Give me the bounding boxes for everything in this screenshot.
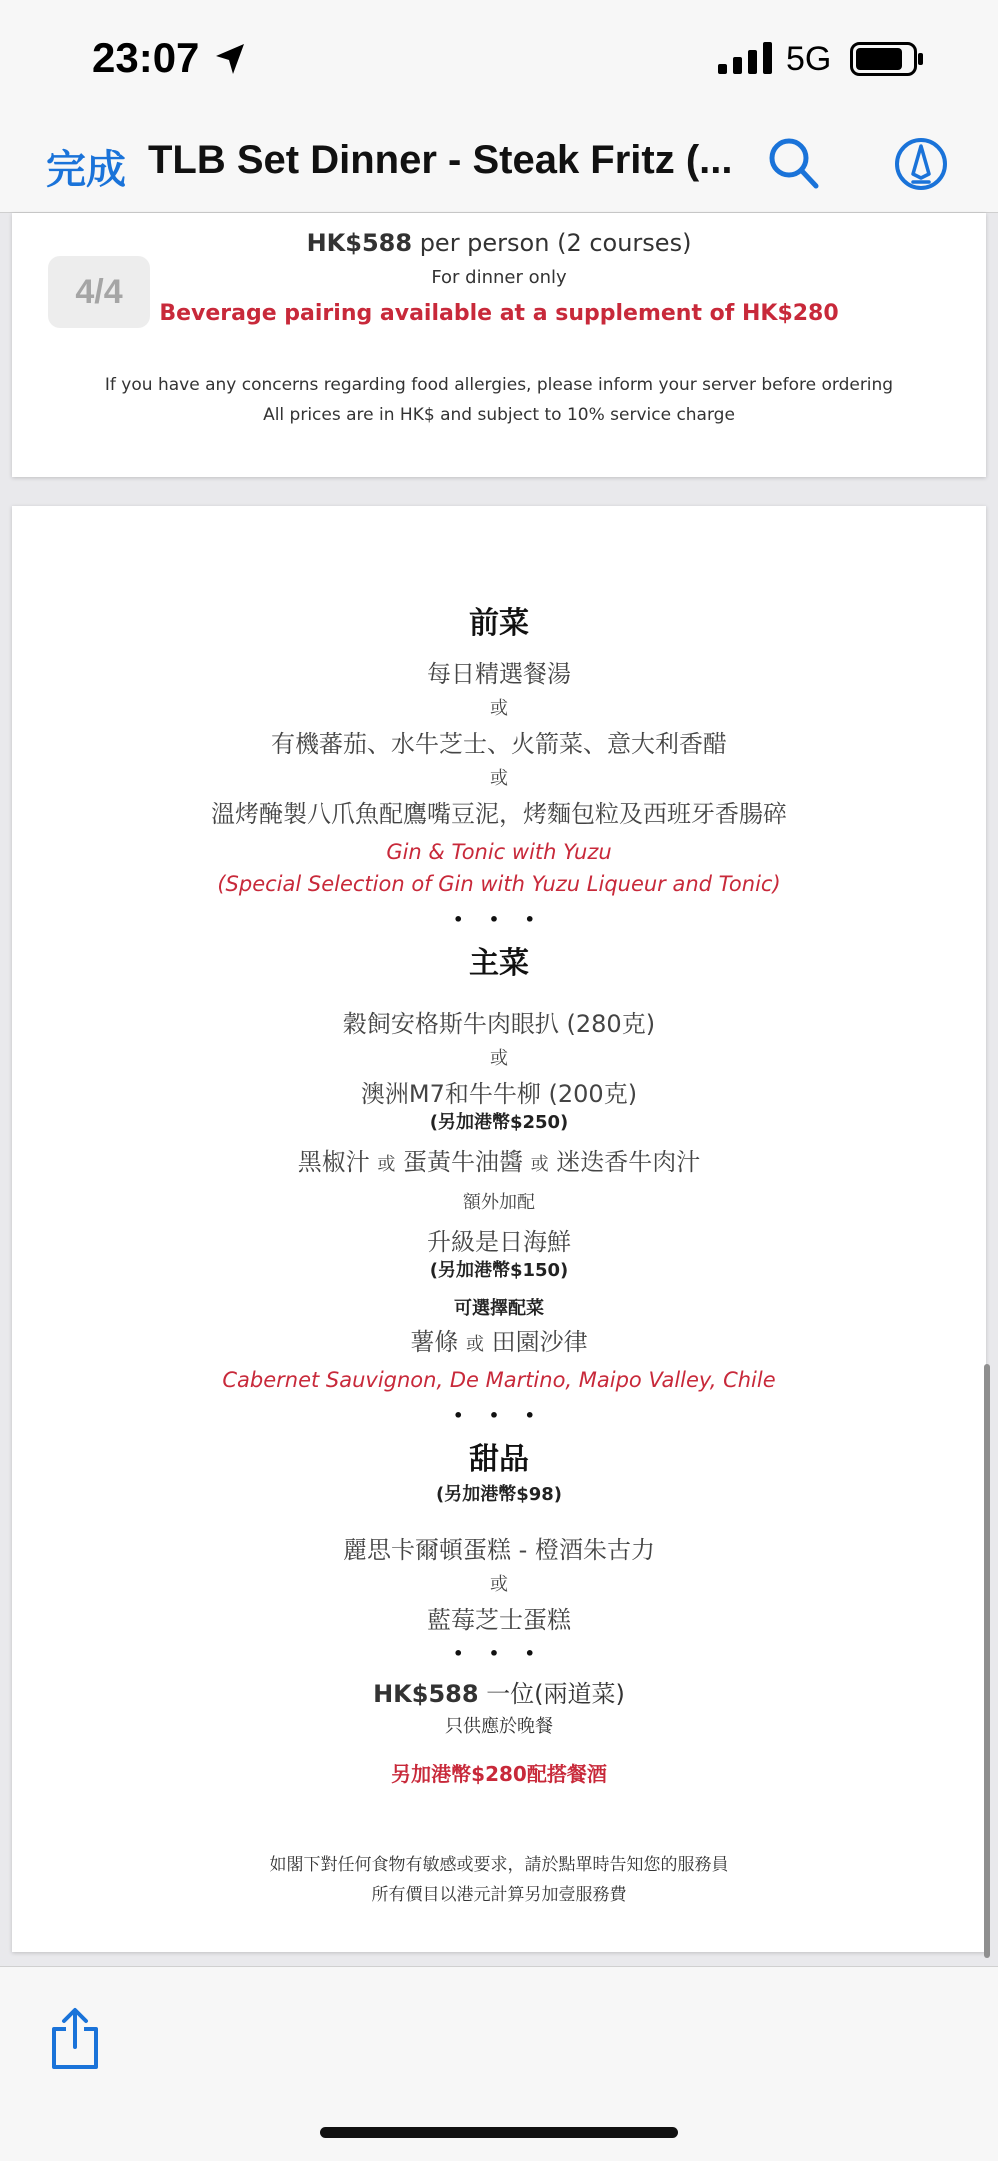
price-line	[12, 229, 986, 257]
menu-item: 溫烤醃製八爪魚配鷹嘴豆泥，烤麵包粒及西班牙香腸碎	[211, 800, 787, 828]
beverage-pairing-note: Beverage pairing available at a supplement of HK$280	[159, 301, 839, 326]
price-description: per person (2 courses)	[419, 229, 692, 257]
search-icon[interactable]	[766, 134, 822, 194]
price-amount: HK$588	[306, 229, 413, 257]
price-amount: HK$588	[373, 1680, 479, 1708]
allergy-note: If you have any concerns regarding food allergies, please inform your server before ordering	[104, 375, 894, 395]
supplement-price: (另加港幣$98)	[435, 1484, 563, 1505]
battery-icon	[850, 42, 926, 76]
side-option: 薯條	[410, 1328, 459, 1356]
service-charge-note: All prices are in HK$ and subject to 10% service charge	[263, 405, 735, 425]
wine-pairing: Cabernet Sauvignon, De Martino, Maipo Valley, Chile	[222, 1368, 776, 1392]
page-indicator: 4/4	[48, 256, 150, 328]
navigation-bar	[0, 120, 998, 213]
menu-item: 每日精選餐湯	[427, 660, 571, 688]
location-arrow-icon	[214, 42, 246, 76]
done-button[interactable]: 完成	[46, 147, 126, 193]
section-separator: • • •	[453, 1644, 545, 1663]
or-label: 或	[490, 698, 508, 719]
or-label: 或	[490, 1048, 508, 1069]
menu-item: 有機蕃茄、水牛芝士、火箭菜、意大利香醋	[271, 730, 727, 758]
supplement-price: (另加港幣$250)	[429, 1112, 569, 1133]
dinner-only-note: For dinner only	[431, 267, 567, 288]
status-bar	[0, 0, 998, 120]
bottom-toolbar	[0, 1966, 998, 2161]
menu-item: 穀飼安格斯牛肉眼扒 (280克)	[342, 1010, 656, 1038]
dinner-only-note: 只供應於晚餐	[445, 1716, 553, 1737]
section-heading-desserts: 甜品	[469, 1442, 529, 1477]
side-options	[12, 1322, 986, 1357]
or-label: 或	[530, 1154, 549, 1175]
service-charge-note: 所有價目以港元計算另加壹服務費	[371, 1885, 627, 1905]
menu-item: 澳洲M7和牛牛柳 (200克)	[360, 1080, 638, 1108]
price-description: 一位(兩道菜)	[486, 1680, 625, 1708]
section-heading-mains: 主菜	[469, 946, 529, 981]
supplement-price: (另加港幣$150)	[429, 1260, 569, 1281]
share-icon[interactable]	[48, 2007, 102, 2071]
menu-item: 麗思卡爾頓蛋糕 - 橙酒朱古力	[343, 1536, 655, 1564]
or-label: 或	[377, 1154, 396, 1175]
document-title: TLB Set Dinner - Steak Fritz (...	[148, 138, 733, 182]
scrollbar[interactable]	[984, 1364, 990, 1958]
or-label: 或	[490, 768, 508, 789]
menu-item: 藍莓芝士蛋糕	[427, 1606, 571, 1634]
or-label: 或	[466, 1334, 484, 1355]
extra-label: 額外加配	[463, 1192, 535, 1213]
side-option: 田園沙律	[491, 1328, 588, 1356]
pdf-page-english	[12, 213, 986, 477]
sauce-options	[12, 1142, 986, 1177]
sauce-option: 黑椒汁	[297, 1148, 370, 1176]
price-line	[12, 1674, 986, 1709]
home-indicator[interactable]	[320, 2127, 678, 2138]
menu-item: 升級是日海鮮	[427, 1228, 571, 1256]
allergy-note: 如閣下對任何食物有敏感或要求，請於點單時告知您的服務員	[269, 1855, 729, 1875]
section-separator: • • •	[453, 910, 545, 929]
sides-label: 可選擇配菜	[454, 1298, 544, 1319]
wine-pairing-detail: (Special Selection of Gin with Yuzu Liqueur and Tonic)	[217, 872, 781, 896]
status-time: 23:07	[92, 34, 200, 81]
network-type: 5G	[786, 40, 832, 78]
sauce-option: 迷迭香牛肉汁	[556, 1148, 701, 1176]
signal-icon	[718, 42, 774, 74]
beverage-pairing-note: 另加港幣$280配搭餐酒	[391, 1762, 607, 1786]
or-label: 或	[490, 1574, 508, 1595]
section-heading-starters: 前菜	[469, 606, 529, 641]
section-separator: • • •	[453, 1406, 545, 1425]
markup-icon[interactable]	[893, 134, 949, 194]
wine-pairing: Gin & Tonic with Yuzu	[386, 840, 612, 864]
sauce-option: 蛋黃牛油醬	[403, 1148, 523, 1176]
pdf-page-chinese	[12, 506, 986, 1952]
